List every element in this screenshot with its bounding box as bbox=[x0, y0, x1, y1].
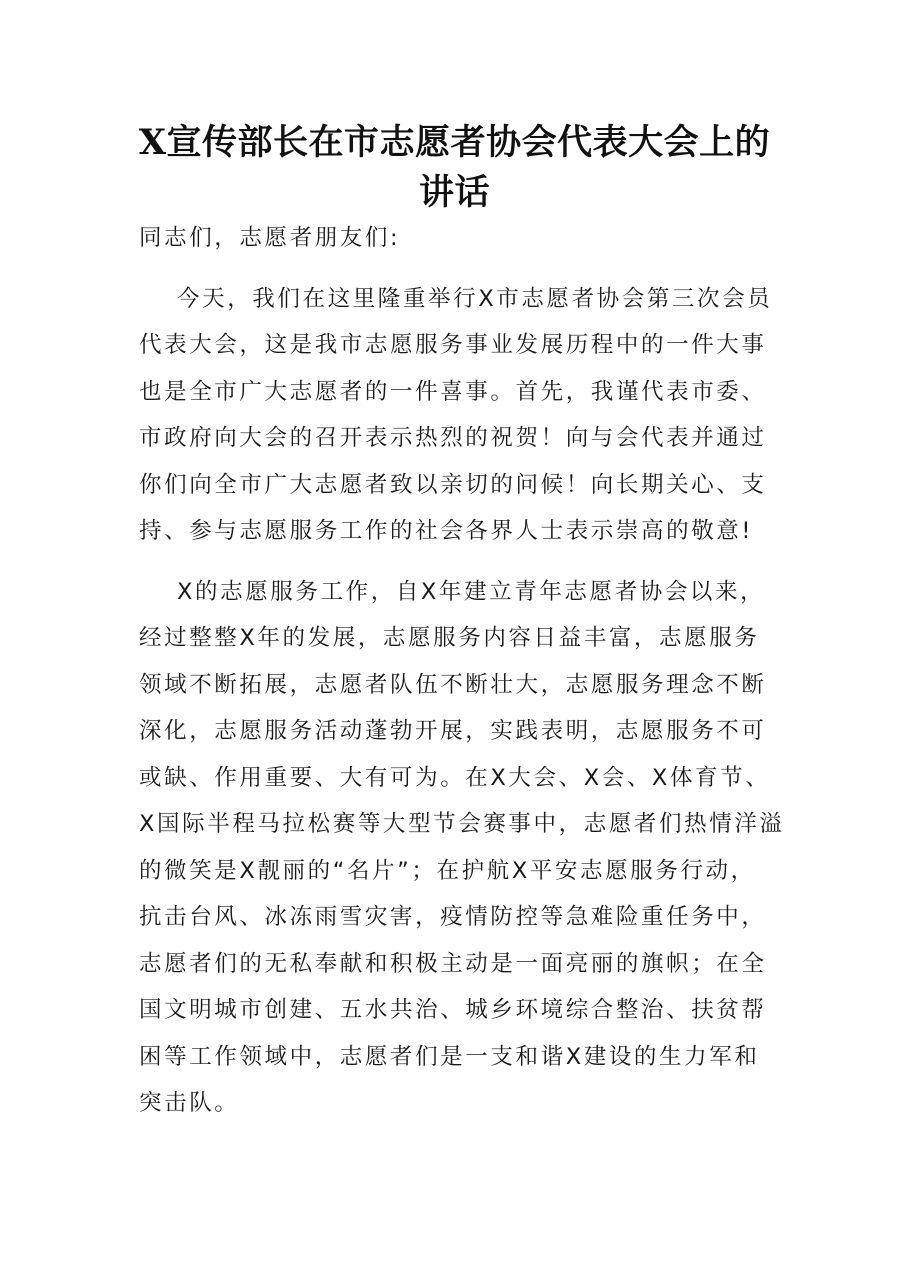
paragraph-gap bbox=[139, 262, 789, 276]
document-title bbox=[120, 118, 789, 218]
paragraph-line: 持、参与志愿服务工作的社会各界人士表示崇高的敬意! bbox=[139, 518, 754, 544]
paragraph-line: 市政府向大会的召开表示热烈的祝贺！向与会代表并通过 bbox=[139, 425, 767, 451]
paragraph-line: 的微笑是X靓丽的“名片”；在护航X平安志愿服务行动， bbox=[139, 857, 756, 884]
paragraph-line: 或缺、作用重要、大有可为。在X大会、X会、X体育节、 bbox=[139, 764, 771, 791]
salutation: 同志们，志愿者朋友们: bbox=[139, 225, 401, 251]
paragraph-line: 你们向全市广大志愿者致以亲切的问候！向长期关心、支 bbox=[139, 471, 767, 498]
paragraph-gap bbox=[139, 555, 789, 569]
paragraph-line: X的志愿服务工作，自X年建立青年志愿者协会以来， bbox=[177, 578, 766, 605]
paragraph-line: 国文明城市创建、五水共治、城乡环境综合整治、扶贫帮 bbox=[139, 997, 767, 1023]
paragraph-line: 经过整整X年的发展，志愿服务内容日益丰富，志愿服务 bbox=[139, 625, 760, 651]
paragraph-line: 深化，志愿服务活动蓬勃开展，实践表明，志愿服务不可 bbox=[139, 718, 767, 744]
paragraph-line: 困等工作领域中，志愿者们是一支和谐X建设的生力军和 bbox=[139, 1043, 760, 1070]
paragraph-line: X国际半程马拉松赛等大型节会赛事中，志愿者们热情洋溢 bbox=[139, 811, 785, 837]
paragraph-line: 领域不断拓展，志愿者队伍不断壮大，志愿服务理念不断 bbox=[139, 671, 767, 698]
title-line-2: 讲话 bbox=[418, 172, 490, 213]
paragraph-line: 突击队。 bbox=[139, 1090, 240, 1116]
paragraph-2 bbox=[139, 569, 789, 1127]
paragraph-1 bbox=[139, 276, 789, 555]
paragraph-line: 代表大会，这是我市志愿服务事业发展历程中的一件大事 bbox=[139, 332, 767, 358]
paragraph-line: 抗击台风、冰冻雨雪灾害，疫情防控等急难险重任务中， bbox=[139, 904, 767, 930]
title-line-1: X宣传部长在市志愿者协会代表大会上的 bbox=[138, 122, 771, 163]
paragraph-line: 也是全市广大志愿者的一件喜事。首先，我谨代表市委、 bbox=[139, 378, 767, 405]
document-body bbox=[139, 215, 789, 1127]
paragraph-line: 今天，我们在这里隆重举行X市志愿者协会第三次会员 bbox=[177, 285, 773, 312]
paragraph-line: 志愿者们的无私奉献和积极主动是一面亮丽的旗帜；在全 bbox=[139, 950, 767, 977]
